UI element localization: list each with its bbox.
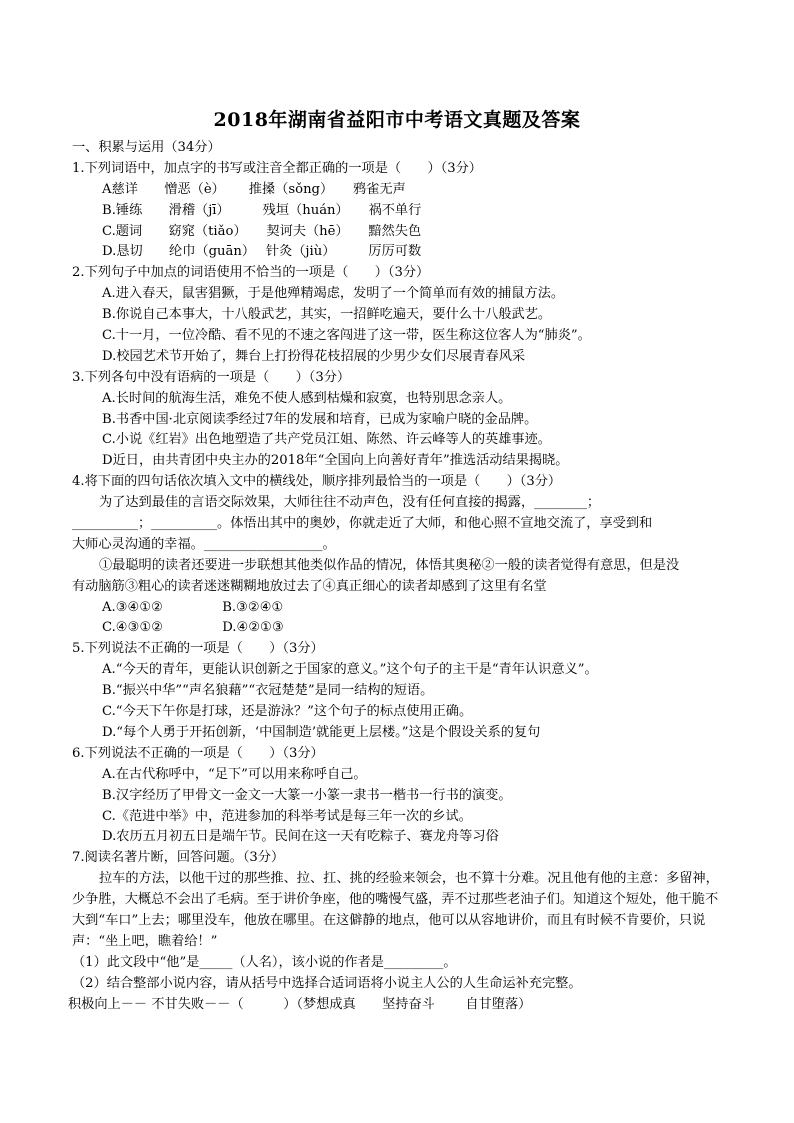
- question-3-option-c: C.小说《红岩》出色地塑造了共产党员江姐、陈然、许云峰等人的英雄事迹。: [102, 432, 551, 448]
- question-2-stem: 2.下列句子中加点的词语使用不恰当的一项是（ ）（3分）: [72, 265, 430, 281]
- question-6-option-b: B.汉字经历了甲骨文一金文一大篆一小篆一隶书一楷书一行书的演变。: [102, 787, 512, 803]
- question-4-option-a: A.③④①②: [102, 599, 164, 615]
- question-6-option-d: D.农历五月初五日是端午节。民间在这一天有吃粽子、赛龙舟等习俗: [102, 829, 499, 845]
- question-2-option-d: D.校园艺术节开始了，舞台上打扮得花枝招展的少男少女们尽展青春风采: [102, 348, 526, 364]
- question-6-option-a: A.在古代称呼中，“足下”可以用来称呼自己。: [102, 766, 367, 782]
- question-1-option-a: A慈详 憎恶（è） 推搡（sǒng） 鸦雀无声: [102, 181, 406, 197]
- question-5-option-a: A.“今天的青年，更能认识创新之于国家的意义。”这个句子的主干是“青年认识意义”。: [102, 662, 598, 678]
- question-6-stem: 6.下列说法不正确的一项是（ ）（3分）: [72, 745, 324, 761]
- question-4-options-row-2: [72, 618, 724, 639]
- question-4-passage-line-1: 为了达到最佳的言语交际效果，大师往往不动声色，没有任何直接的揭露，________；: [99, 495, 601, 511]
- question-3-option-d: D近日，由共青团中央主办的2018年“全国向上向善好青年”推选活动结果揭晓。: [102, 453, 569, 469]
- question-4-options-row-1: [72, 598, 724, 619]
- question-1-option-c: C.题词 窈窕（tiǎo） 契诃夫（hē） 黯然失色: [102, 223, 422, 239]
- question-1-option-b: B.锤练 滑稽（jī） 残垣（huán） 祸不单行: [102, 202, 422, 218]
- question-2-option-c: C.十一月，一位冷酷、看不见的不速之客闯进了这一带，医生称这位客人为“肺炎”。: [102, 328, 591, 344]
- question-5-option-c: C.“今天下午你是打球，还是游泳？”这个句子的标点使用正确。: [102, 704, 473, 720]
- question-4-option-c: C.④③①②: [102, 620, 164, 636]
- question-3-option-b: B.书香中国·北京阅读季经过7年的发展和培育，已成为家喻户晓的金品牌。: [102, 411, 538, 427]
- question-4-sentences-line-1: ①最聪明的读者还要进一步联想其他类似作品的情况，体悟其奥秘②一般的读者觉得有意思，但是没: [99, 557, 680, 573]
- question-7-sub-2: （2）结合整部小说内容，请从括号中选择合适词语将小说主人公的人生命运补充完整。: [72, 975, 582, 991]
- question-7-passage: 拉车的方法，以他干过的那些推、拉、扛、挑的经验来领会，也不算十分难。况且他有他的主意：多留神，少争胜，大概总不会出了毛病。至于讲价争座，他的嘴慢气盛，弄不过那些老油子们。知道这个短处，他干脆不大到“车口”上去；哪里没车，他放在哪里。在这僻静的地点，他可以从容地讲价，而且有时候不肯要价，只说声：“坐上吧，瞧着给！”: [72, 871, 719, 949]
- page-title: 2018年湖南省益阳市中考语文真题及答案: [213, 109, 581, 131]
- question-4-passage-line-3: 大师心灵沟通的幸福。__________________。: [72, 536, 336, 552]
- question-5-stem: 5.下列说法不正确的一项是（ ）（3分）: [72, 641, 324, 657]
- question-4-option-d: D.④②①③: [222, 620, 284, 636]
- section-heading: 一、积累与运用（34分）: [72, 140, 221, 155]
- question-1-stem: 1.下列词语中，加点字的书写或注音全都正确的一项是（ ）（3分）: [72, 160, 482, 176]
- question-7-sub-2-answer-line: 积极向上－－ 不甘失败－－（ ）（梦想成真 坚持奋斗 自甘堕落）: [68, 996, 532, 1012]
- question-4-option-b: B.③②④①: [222, 599, 284, 615]
- question-4-stem: 4.将下面的四句话依次填入文中的横线处，顺序排列最恰当的一项是（ ）（3分）: [72, 474, 562, 490]
- question-5-option-b: B.“振兴中华”“声名狼藉”“衣冠楚楚”是同一结构的短语。: [102, 683, 434, 699]
- question-4-sentences-line-2: 有动脑筋③粗心的读者迷迷糊糊地放过去了④真正细心的读者却感到了这里有名堂: [72, 578, 547, 594]
- question-1-option-d: D.恳切 纶巾（guān） 针灸（jiù） 厉厉可数: [102, 244, 422, 260]
- question-7-stem: 7.阅读名著片断，回答问题。（3分）: [72, 850, 285, 866]
- question-6-option-c: C.《范进中举》中，范进参加的科举考试是每三年一次的乡试。: [102, 808, 472, 824]
- question-3-option-a: A.长时间的航海生活，难免不使人感到枯燥和寂寞，也特别思念亲人。: [102, 390, 512, 406]
- question-5-option-d: D.“每个人勇于开拓创新，‘中国制造’就能更上层楼。”这是个假设关系的复句: [102, 724, 541, 740]
- question-7-sub-1: （1）此文段中“他”是_____（人名），该小说的作者是_________。: [72, 954, 457, 970]
- question-4-passage-line-2: __________；__________。体悟出其中的奥妙，你就走近了大师，和他心照不宣地交流了，享受到和: [72, 516, 653, 532]
- question-2-option-b: B.你说自己本事大，十八般武艺，其实，一招鲜吃遍天，要什么十八般武艺。: [102, 307, 552, 323]
- question-3-stem: 3.下列各句中没有语病的一项是（ ）（3分）: [72, 369, 351, 385]
- exam-body: [68, 138, 724, 1015]
- question-2-option-a: A.进入春天，鼠害猖獗，于是他殚精竭虑，发明了一个简单而有效的捕鼠方法。: [102, 286, 565, 302]
